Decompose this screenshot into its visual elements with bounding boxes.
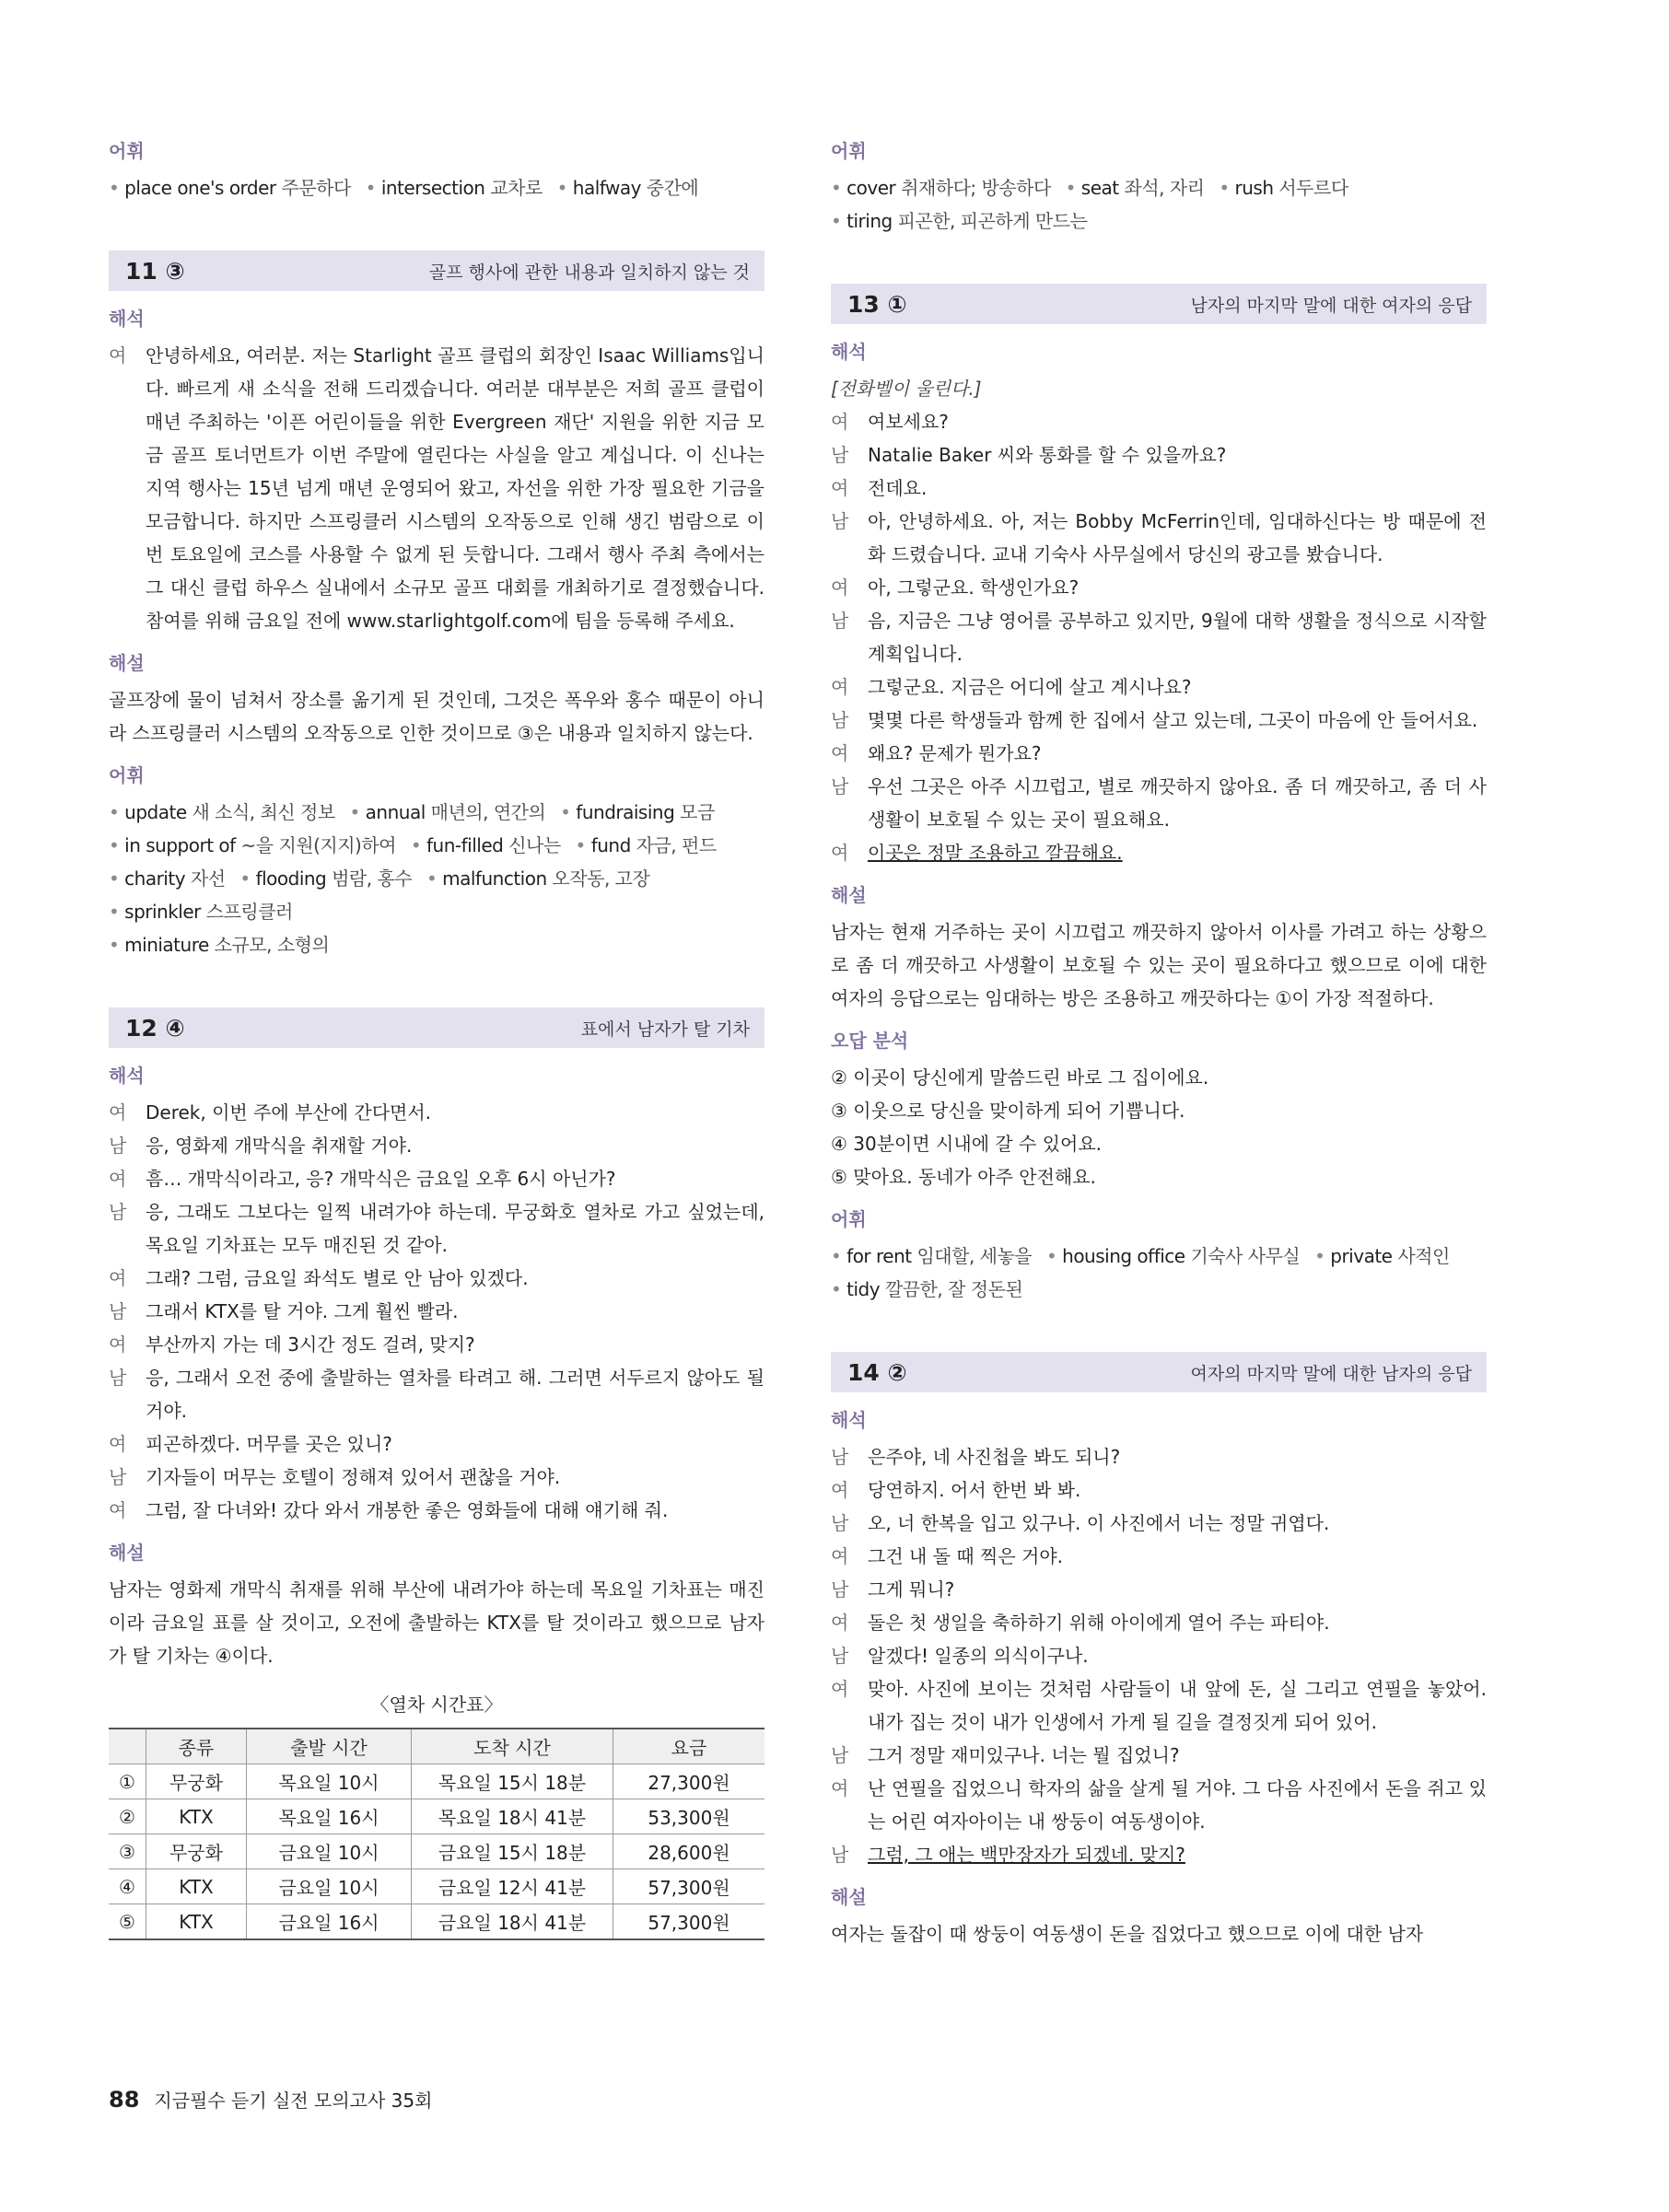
script-text: 응, 영화제 개막식을 취재할 거야. (146, 1135, 413, 1157)
vocab-item: • intersection 교차로 (366, 177, 543, 199)
script-line (109, 1328, 764, 1361)
right-column (831, 138, 1487, 1950)
script-text: 음, 지금은 그냥 영어를 공부하고 있지만, 9월에 대학 생활을 정식으로 시작할 계획입니다. (868, 610, 1487, 665)
script-text: 그거 정말 재미있구나. 너는 뭘 집었니? (868, 1744, 1180, 1766)
vocab-item: • flooding 범람, 홍수 (239, 867, 412, 890)
section-label: 어휘 (109, 140, 145, 162)
question-number: 13 ① (847, 290, 907, 318)
table-cell: 무궁화 (146, 1834, 247, 1869)
speaker-label: 남 (109, 1367, 127, 1389)
script-line (109, 339, 764, 637)
script-line (831, 472, 1487, 505)
table-cell: 27,300원 (613, 1764, 765, 1799)
vocab-item: • fun-filled 신나는 (411, 834, 561, 856)
speaker-label: 남 (831, 709, 849, 731)
script-text: 피곤하겠다. 머무를 곳은 있니? (146, 1433, 392, 1455)
vocab-item: • in support of ~을 지원(지지)하여 (109, 834, 396, 856)
script-line (831, 1606, 1487, 1639)
script-text: 돌은 첫 생일을 축하하기 위해 아이에게 열어 주는 파티야. (868, 1612, 1330, 1634)
script-text: 난 연필을 집었으니 학자의 삶을 살게 될 거야. 그 다음 사진에서 돈을 쥐고 있는 어린 여자아이는 내 쌍둥이 여동생이야. (868, 1777, 1487, 1833)
script-line (831, 505, 1487, 571)
script-line (831, 1540, 1487, 1573)
speaker-label: 여 (831, 1612, 849, 1634)
script-line (109, 1494, 764, 1527)
table-row (109, 1764, 764, 1799)
question-header (831, 284, 1487, 324)
question-11 (109, 250, 764, 961)
script (831, 1440, 1487, 1871)
answer-line: 그럼, 그 애는 백만장자가 되겠네. 맞지? (868, 1844, 1185, 1866)
script-text: 아, 안녕하세요. 아, 저는 Bobby McFerrin인데, 임대하신다는 방 때문에 전화 드렸습니다. 교내 기숙사 사무실에서 당신의 광고를 봤습니다. (868, 510, 1487, 565)
script-text: 몇몇 다른 학생들과 함께 한 집에서 살고 있는데, 그곳이 마음에 안 들어서요. (868, 709, 1478, 731)
script-line (109, 1262, 764, 1295)
vocab-item: • malfunction 오작동, 고장 (426, 867, 649, 890)
section-label: 해설 (109, 1542, 145, 1564)
speaker-label: 여 (831, 1678, 849, 1700)
vocab-item: • charity 자선 (109, 867, 226, 890)
speaker-label: 여 (109, 1101, 127, 1123)
script-line (831, 1573, 1487, 1606)
table-row (109, 1799, 764, 1834)
question-header (109, 250, 764, 291)
stage-direction: [전화벨이 울린다.] (831, 378, 982, 400)
script-text: Natalie Baker 씨와 통화를 할 수 있을까요? (868, 444, 1227, 466)
question-topic: 여자의 마지막 말에 대한 남자의 응답 (1190, 1363, 1472, 1384)
table-cell: 금요일 16시 (247, 1904, 412, 1940)
script-line (109, 1461, 764, 1494)
speaker-label: 남 (831, 610, 849, 632)
script-line (109, 1129, 764, 1162)
section-label: 해석 (109, 1065, 145, 1087)
script-line (831, 836, 1487, 869)
section-label: 어휘 (831, 140, 867, 162)
table-cell: KTX (146, 1904, 247, 1940)
script-line (831, 670, 1487, 704)
script-text: 응, 그래서 오전 중에 출발하는 열차를 타려고 해. 그러면 서두르지 않아도 될 거야. (146, 1367, 764, 1422)
vocab-list (831, 171, 1487, 238)
speaker-label: 여 (831, 1777, 849, 1799)
script-line (109, 1427, 764, 1461)
page-number: 88 (109, 2087, 140, 2113)
question-topic: 표에서 남자가 탈 기차 (580, 1019, 750, 1040)
question-header (831, 1352, 1487, 1392)
script-text: 안녕하세요, 여러분. 저는 Starlight 골프 클럽의 회장인 Isaac Williams입니다. 빠르게 새 소식을 전해 드리겠습니다. 여러분 대부분은 저희 골프 클럽이 매년 주최하는 '이픈 어린이들을 위한 Evergreen 재단' 지원을 위한 지금 모금 골프 토너먼트가 이번 주말에 열린다는 사실을 알고 계십니다. 이 신나는 지역 행사는 15년 넘게 매년 운영되어 왔고, 자선을 위한 가장 필요한 기금을 모금합니다. 하지만 스프링클러 시스템의 오작동으로 인해 생긴 범람으로 이번 토요일에 코스를 사용할 수 없게 된 듯합니다. 그래서 행사 주최 측에서는 그 대신 클럽 하우스 실내에서 소규모 골프 대회를 개최하기로 결정했습니다. 참여를 위해 금요일 전에 www.starlightgolf.com에 팀을 등록해 주세요. (146, 344, 764, 632)
table-cell: 무궁화 (146, 1764, 247, 1799)
question-number: 14 ② (847, 1358, 907, 1386)
script-line (831, 1772, 1487, 1838)
script-text: 은주야, 네 사진첩을 봐도 되니? (868, 1446, 1121, 1468)
explanation-text: 골프장에 물이 넘쳐서 장소를 옮기게 된 것인데, 그것은 폭우와 홍수 때문이 아니라 스프링클러 시스템의 오작동으로 인한 것이므로 ③은 내용과 일치하지 않는다. (109, 689, 764, 744)
script-text: 기자들이 머무는 호텔이 정해져 있어서 괜찮을 거야. (146, 1466, 561, 1488)
speaker-label: 여 (109, 1499, 127, 1521)
script-text: 그게 뭐니? (868, 1578, 955, 1601)
section-label: 해석 (831, 1409, 867, 1431)
speaker-label: 남 (831, 1578, 849, 1601)
vocab-item: • rush 서두르다 (1219, 177, 1348, 199)
table-cell: ③ (109, 1834, 146, 1869)
vocab-item: • fundraising 모금 (560, 801, 715, 823)
table-header-cell (109, 1729, 146, 1764)
vocab-item: • miniature 소규모, 소형의 (109, 934, 329, 956)
script-text: 그건 내 돌 때 찍은 거야. (868, 1545, 1064, 1567)
table-cell: KTX (146, 1799, 247, 1834)
speaker-label: 남 (831, 775, 849, 797)
vocab-list (831, 1240, 1487, 1306)
table-cell: 금요일 10시 (247, 1869, 412, 1904)
wrong-answer-item: ⑤ 맞아요. 동네가 아주 안전해요. (831, 1166, 1096, 1188)
script-line (109, 1162, 764, 1195)
speaker-label: 여 (109, 344, 127, 367)
speaker-label: 여 (109, 1333, 127, 1356)
section-label: 해석 (109, 308, 145, 330)
script-text: 그렇군요. 지금은 어디에 살고 계시나요? (868, 676, 1192, 698)
speaker-label: 여 (109, 1168, 127, 1190)
table-cell: 28,600원 (613, 1834, 765, 1869)
question-number: 12 ④ (125, 1014, 185, 1042)
vocab-item: • for rent 임대할, 세놓을 (831, 1245, 1032, 1267)
speaker-label: 여 (831, 842, 849, 864)
script-text: 흠… 개막식이라고, 응? 개막식은 금요일 오후 6시 아닌가? (146, 1168, 616, 1190)
wrong-answer-item: ② 이곳이 당신에게 말씀드린 바로 그 집이에요. (831, 1066, 1209, 1089)
speaker-label: 여 (109, 1433, 127, 1455)
section-label: 어휘 (109, 764, 145, 786)
script-text: 여보세요? (868, 411, 949, 433)
section-label: 해설 (831, 1886, 867, 1908)
script-text: 전데요. (868, 477, 928, 499)
table-cell: KTX (146, 1869, 247, 1904)
explanation-text: 남자는 현재 거주하는 곳이 시끄럽고 깨끗하지 않아서 이사를 가려고 하는 상황으로 좀 더 깨끗하고 사생활이 보호될 수 있는 곳이 필요하다고 했으므로 이에 대한 여자의 응답으로는 임대하는 방은 조용하고 깨끗하다는 ①이 가장 적절하다. (831, 921, 1487, 1009)
script-line (831, 1672, 1487, 1739)
speaker-label: 여 (831, 411, 849, 433)
script-line (831, 1739, 1487, 1772)
table-cell: 57,300원 (613, 1869, 765, 1904)
table-header-cell: 종류 (146, 1729, 247, 1764)
question-topic: 남자의 마지막 말에 대한 여자의 응답 (1190, 295, 1472, 316)
vocab-item: • update 새 소식, 최신 정보 (109, 801, 335, 823)
script-line (831, 737, 1487, 770)
table-cell: ④ (109, 1869, 146, 1904)
script-text: 그럼, 잘 다녀와! 갔다 와서 개봉한 좋은 영화들에 대해 얘기해 줘. (146, 1499, 669, 1521)
table-header-row (109, 1729, 764, 1764)
table-header-cell: 출발 시간 (247, 1729, 412, 1764)
script-text: 그래? 그럼, 금요일 좌석도 별로 안 남아 있겠다. (146, 1267, 529, 1289)
script-text: 우선 그곳은 아주 시끄럽고, 별로 깨끗하지 않아요. 좀 더 깨끗하고, 좀 더 사생활이 보호될 수 있는 곳이 필요해요. (868, 775, 1487, 831)
script (831, 405, 1487, 869)
script-line (831, 438, 1487, 472)
script-line (109, 1096, 764, 1129)
speaker-label: 남 (831, 1744, 849, 1766)
vocab-item: • tidy 깔끔한, 잘 정돈된 (831, 1278, 1022, 1300)
script-line (831, 770, 1487, 836)
vocab-item: • fund 자금, 펀드 (576, 834, 717, 856)
question-12 (109, 1007, 764, 1940)
script-text: 오, 너 한복을 입고 있구나. 이 사진에서 너는 정말 귀엽다. (868, 1512, 1330, 1534)
vocab-section-top-left (109, 138, 764, 204)
speaker-label: 남 (831, 1512, 849, 1534)
speaker-label: 여 (109, 1267, 127, 1289)
section-label: 어휘 (831, 1208, 867, 1230)
wrong-answer-list (831, 1061, 1487, 1193)
script-text: 맞아. 사진에 보이는 것처럼 사람들이 내 앞에 돈, 실 그리고 연필을 놓았어. 내가 집는 것이 내가 인생에서 가게 될 길을 결정짓게 되어 있어. (868, 1678, 1487, 1733)
table-cell: 목요일 10시 (247, 1764, 412, 1799)
section-label: 해설 (109, 652, 145, 674)
script-line (831, 1473, 1487, 1507)
speaker-label: 남 (831, 1645, 849, 1667)
left-column (109, 138, 764, 1940)
vocab-item: • seat 좌석, 자리 (1066, 177, 1205, 199)
script-text: 아, 그렇군요. 학생인가요? (868, 576, 1080, 599)
script-text: 응, 그래도 그보다는 일찍 내려가야 하는데. 무궁화호 열차로 가고 싶었는데, 목요일 기차표는 모두 매진된 것 같아. (146, 1201, 764, 1256)
table-cell: 목요일 18시 41분 (412, 1799, 613, 1834)
script-line (831, 1639, 1487, 1672)
table-cell: 금요일 10시 (247, 1834, 412, 1869)
speaker-label: 남 (831, 1844, 849, 1866)
script-line (109, 1195, 764, 1262)
table-cell: 목요일 16시 (247, 1799, 412, 1834)
vocab-item: • tiring 피곤한, 피곤하게 만드는 (831, 210, 1087, 232)
speaker-label: 남 (831, 1446, 849, 1468)
script-line (831, 1507, 1487, 1540)
script-text: 부산까지 가는 데 3시간 정도 걸려, 맞지? (146, 1333, 475, 1356)
speaker-label: 여 (831, 676, 849, 698)
script-line (831, 1440, 1487, 1473)
script-line (831, 604, 1487, 670)
table-row (109, 1904, 764, 1940)
script-line (109, 1361, 764, 1427)
vocab-item: • cover 취재하다; 방송하다 (831, 177, 1051, 199)
question-13 (831, 284, 1487, 1306)
script-text: 알겠다! 일종의 의식이구나. (868, 1645, 1089, 1667)
script-text: 왜요? 문제가 뭔가요? (868, 742, 1042, 764)
table-cell: 금요일 18시 41분 (412, 1904, 613, 1940)
script-text: 그래서 KTX를 탈 거야. 그게 훨씬 빨라. (146, 1300, 459, 1322)
table-cell: ① (109, 1764, 146, 1799)
table-header-cell: 도착 시간 (412, 1729, 613, 1764)
vocab-item: • annual 매년의, 연간의 (350, 801, 546, 823)
explanation-text: 남자는 영화제 개막식 취재를 위해 부산에 내려가야 하는데 목요일 기차표는 매진이라 금요일 표를 살 것이고, 오전에 출발하는 KTX를 탈 것이라고 했으므로 남자가 탈 기차는 ④이다. (109, 1578, 764, 1667)
script (109, 1096, 764, 1527)
speaker-label: 남 (109, 1135, 127, 1157)
script-text: 당연하지. 어서 한번 봐 봐. (868, 1479, 1081, 1501)
table-cell: 금요일 15시 18분 (412, 1834, 613, 1869)
script-line (109, 1295, 764, 1328)
question-14 (831, 1352, 1487, 1950)
speaker-label: 남 (109, 1201, 127, 1223)
vocab-item: • sprinkler 스프링클러 (109, 901, 293, 923)
speaker-label: 남 (109, 1466, 127, 1488)
vocab-list (109, 796, 764, 961)
speaker-label: 남 (831, 444, 849, 466)
wrong-answer-item: ③ 이웃으로 당신을 맞이하게 되어 기쁩니다. (831, 1100, 1185, 1122)
book-title: 지금필수 듣기 실전 모의고사 35회 (154, 2090, 433, 2112)
answer-line: 이곳은 정말 조용하고 깔끔해요. (868, 842, 1123, 864)
table-cell: 목요일 15시 18분 (412, 1764, 613, 1799)
vocab-item: • halfway 중간에 (557, 177, 699, 199)
vocab-section-top-right (831, 138, 1487, 238)
page-footer (109, 2086, 432, 2113)
explanation-text: 여자는 돌잡이 때 쌍둥이 여동생이 돈을 집었다고 했으므로 이에 대한 남자 (831, 1923, 1424, 1945)
script-line (831, 1838, 1487, 1871)
table-cell: ⑤ (109, 1904, 146, 1940)
table-cell: 57,300원 (613, 1904, 765, 1940)
speaker-label: 여 (831, 1479, 849, 1501)
table-cell: 53,300원 (613, 1799, 765, 1834)
question-topic: 골프 행사에 관한 내용과 일치하지 않는 것 (428, 262, 750, 283)
speaker-label: 남 (109, 1300, 127, 1322)
train-timetable (109, 1728, 764, 1940)
section-label: 해석 (831, 341, 867, 363)
table-row (109, 1834, 764, 1869)
table-title: 〈열차 시간표〉 (370, 1694, 503, 1716)
script-line (831, 571, 1487, 604)
section-label: 오답 분석 (831, 1030, 909, 1052)
vocab-item: • place one's order 주문하다 (109, 177, 351, 199)
question-header (109, 1007, 764, 1048)
script-line (831, 704, 1487, 737)
script-line (831, 405, 1487, 438)
table-cell: ② (109, 1799, 146, 1834)
section-label: 해설 (831, 884, 867, 906)
speaker-label: 여 (831, 1545, 849, 1567)
speaker-label: 여 (831, 742, 849, 764)
vocab-item: • private 사적인 (1314, 1245, 1450, 1267)
wrong-answer-item: ④ 30분이면 시내에 갈 수 있어요. (831, 1133, 1103, 1155)
speaker-label: 남 (831, 510, 849, 532)
table-header-cell: 요금 (613, 1729, 765, 1764)
table-row (109, 1869, 764, 1904)
speaker-label: 여 (831, 477, 849, 499)
script-text: Derek, 이번 주에 부산에 간다면서. (146, 1101, 432, 1123)
speaker-label: 여 (831, 576, 849, 599)
question-number: 11 ③ (125, 257, 185, 285)
vocab-list (109, 171, 764, 204)
vocab-item: • housing office 기숙사 사무실 (1046, 1245, 1300, 1267)
table-cell: 금요일 12시 41분 (412, 1869, 613, 1904)
